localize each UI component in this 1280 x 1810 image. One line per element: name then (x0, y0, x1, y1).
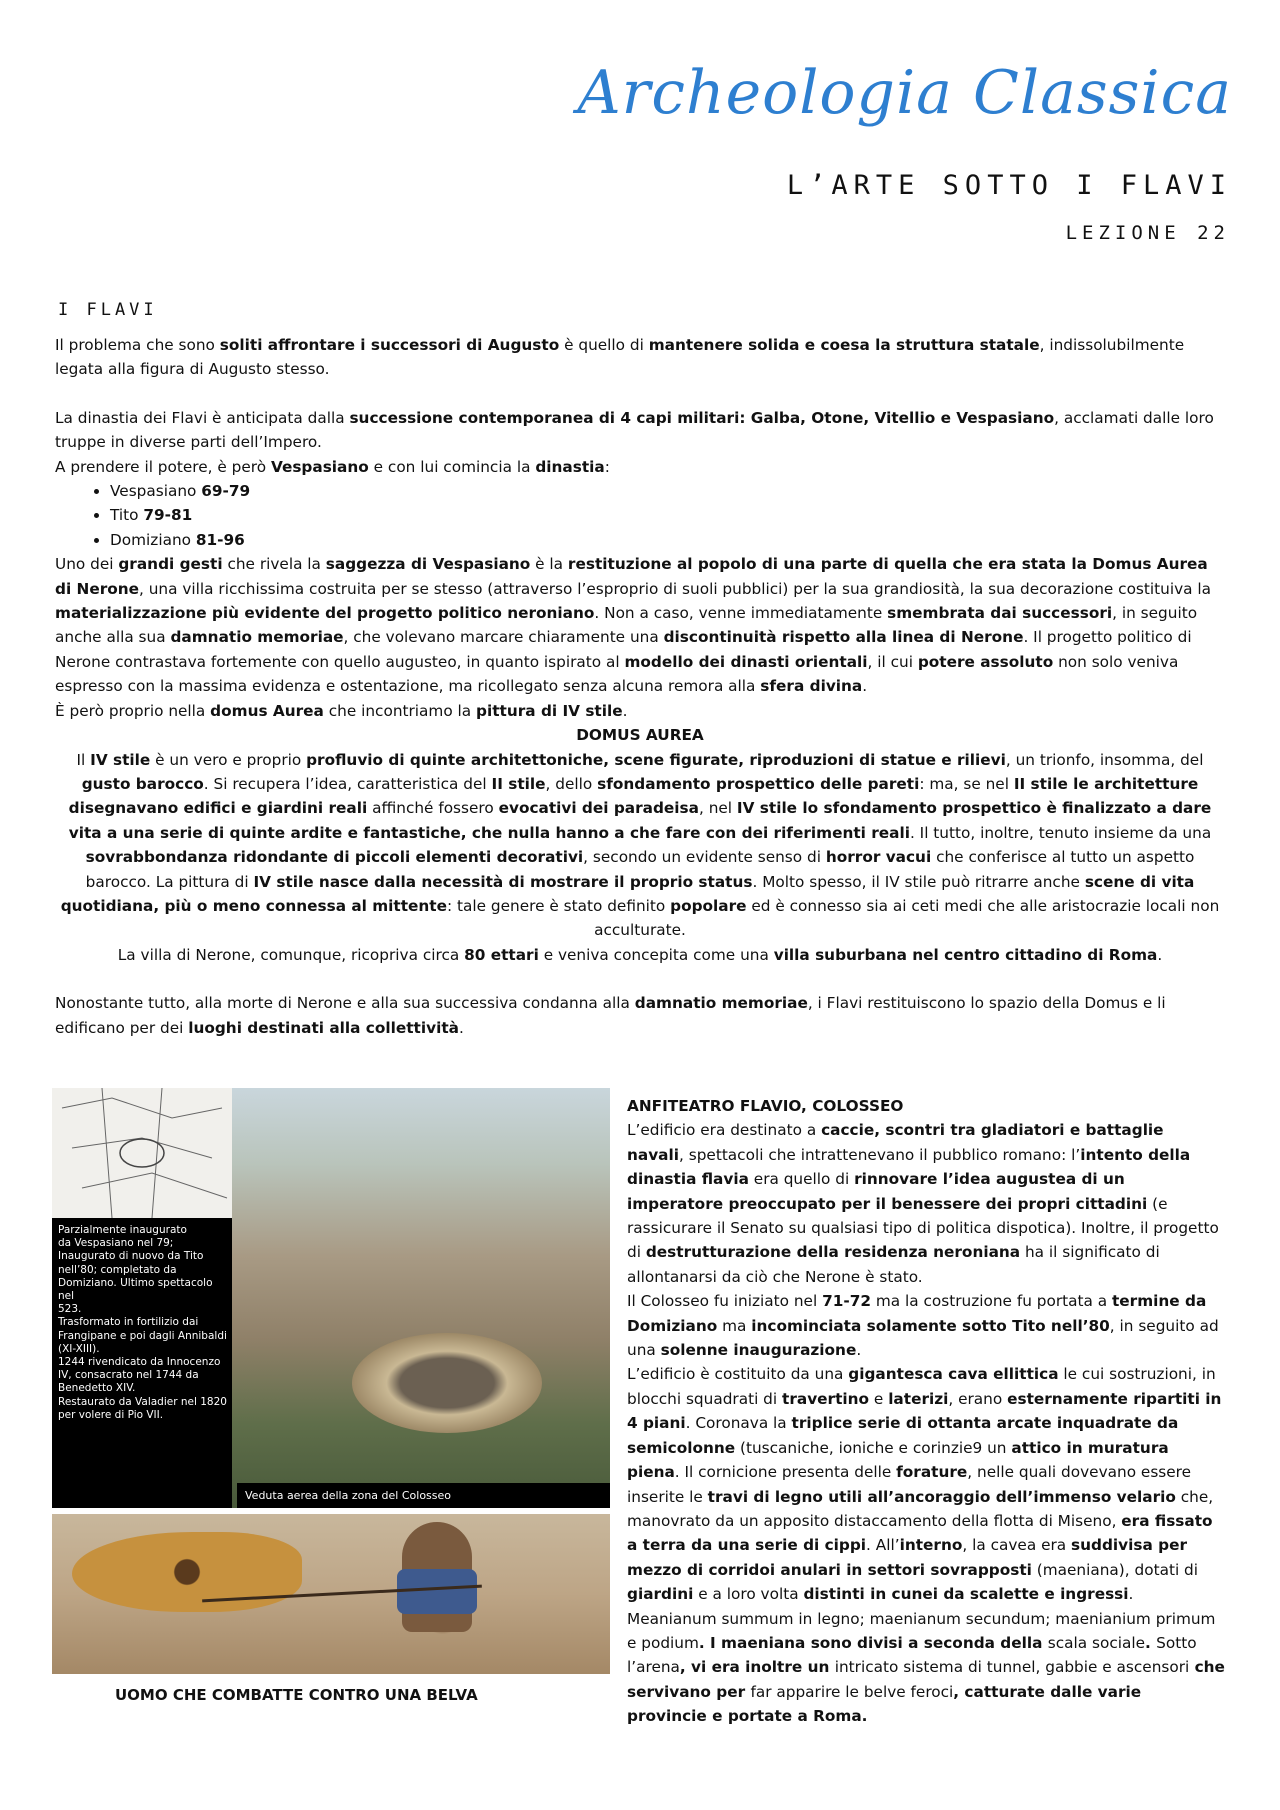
main-text (55, 333, 1225, 1040)
paragraph: L’edificio era destinato a caccie, scontri tra gladiatori e battaglie navali, spettacoli che intrattenevano il pubblico romano: l’intento della dinastia flavia era quello di rinnovare l’idea augustea di un imperatore preoccupato per il benessere dei propri cittadini (e rassicurare il Senato su qualsiasi tipo di politica dispotica). Inoltre, il progetto di destrutturazione della residenza neroniana ha il significato di allontanarsi da ciò che Nerone è stato. (627, 1121, 1219, 1286)
colosseum-shape (352, 1333, 542, 1433)
list-item: • Vespasiano 69-79 (110, 479, 1225, 503)
leopard-figure (72, 1532, 302, 1612)
domus-text-2: La villa di Nerone, comunque, ricopriva circa 80 ettari e veniva concepita come una villa suburbana nel centro cittadino di Roma. (117, 945, 1163, 964)
emperor-list (55, 479, 1225, 552)
paragraph: Il Colosseo fu iniziato nel 71-72 ma la costruzione fu portata a termine da Domiziano ma incominciata solamente sotto Tito nell’80, in seguito ad una solenne inaugurazione. (627, 1292, 1219, 1360)
aerial-caption: Veduta aerea della zona del Colosseo (237, 1483, 610, 1508)
list-item: • Tito 79-81 (110, 503, 1225, 527)
paragraph: L’edificio è costituito da una gigantesca cava ellittica le cui sostruzioni, in blocchi squadrati di travertino e laterizi, erano esternamente ripartiti in 4 piani. Coronava la triplice serie di ottanta arcate inquadrate da semicolonne (tuscaniche, ioniche e corinzie9 un attico in muratura piena. Il cornicione presenta delle forature, nelle quali dovevano essere inserite le travi di legno utili all’ancoraggio dell’immenso velario che, manovrato da un apposito distaccamento della flotta di Miseno, era fissato a terra da una serie di cippi. All’interno, la cavea era suddivisa per mezzo di corridoi anulari in settori sovrapposti (maeniana), dotati di giardini e a loro volta distinti in cunei da scalette e ingressi. (627, 1365, 1222, 1604)
mosaic-caption: UOMO CHE COMBATTE CONTRO UNA BELVA (115, 1686, 478, 1704)
paragraph: Il problema che sono soliti affrontare i successori di Augusto è quello di mantenere solida e coesa la struttura statale, indissolubilmente legata alla figura di Augusto stesso. (55, 336, 1185, 379)
lecture-subtitle: L’ARTE SOTTO I FLAVI (786, 170, 1232, 201)
domus-heading: DOMUS AUREA (576, 726, 704, 745)
paragraph: Meanianum summum in legno; maenianum secundum; maenianium primum e podium. I maeniana sono divisi a seconda della scala sociale. Sotto l’arena, vi era inoltre un intricato sistema di tunnel, gabbie e ascensori che servivano per far apparire le belve feroci, catturate dalle varie provincie e portate a Roma. (627, 1609, 1225, 1726)
paragraph: La dinastia dei Flavi è anticipata dalla successione contemporanea di 4 capi militari: Galba, Otone, Vitellio e Vespasiano, acclamati dalle loro truppe in diverse parti dell’Impero. (55, 408, 1214, 452)
paragraph: Nonostante tutto, alla morte di Nerone e alla sua successiva condanna alla damnatio memoriae, i Flavi restituiscono lo spazio della Domus e li edificano per dei luoghi destinati alla collettività. (55, 994, 1166, 1037)
colosseum-aerial-photo (52, 1088, 610, 1508)
lesson-number: LEZIONE 22 (1065, 222, 1230, 244)
colosseum-heading: ANFITEATRO FLAVIO, COLOSSEO (627, 1097, 904, 1115)
list-item: • Domiziano 81-96 (110, 528, 1225, 552)
mosaic-image (52, 1514, 610, 1674)
map-inset (52, 1088, 232, 1218)
paragraph: A prendere il potere, è però Vespasiano e con lui comincia la dinastia: (55, 457, 610, 476)
paragraph: Uno dei grandi gesti che rivela la saggezza di Vespasiano è la restituzione al popolo di una parte di quella che era stata la Domus Aurea di Nerone, una villa ricchissima costruita per se stesso (attraverso l’esproprio di suoli pubblici) per la sua grandiosità, la sua decorazione costituiva la materializzazione più evidente del progetto politico neroniano. Non a caso, venne immediatamente smembrata dai successori, in seguito anche alla sua damnatio memoriae, che volevano marcare chiaramente una discontinuità rispetto alla linea di Nerone. Il progetto politico di Nerone contrastava fortemente con quello augusteo, in quanto ispirato al modello dei dinasti orientali, il cui potere assoluto non solo veniva espresso con la massima evidenza e ostentazione, ma ricollegato senza alcuna remora alla sfera divina. (55, 555, 1212, 696)
domus-text: Il IV stile è un vero e proprio profluvio di quinte architettoniche, scene figurate, riproduzioni di statue e rilievi, un trionfo, insomma, del gusto barocco. Si recupera l’idea, caratteristica del II stile, dello sfondamento prospettico delle pareti: ma, se nel II stile le architetture disegnavano edifici e giardini reali affinché fossero evocativi dei paradeisa, nel IV stile lo sfondamento prospettico è finalizzato a dare vita a una serie di quinte ardite e fantastiche, che nulla hanno a che fare con dei riferimenti reali. Il tutto, inoltre, tenuto insieme da una sovrabbondanza ridondante di piccoli elementi decorativi, secondo un evidente senso di horror vacui che conferisce al tutto un aspetto barocco. La pittura di IV stile nasce dalla necessità di mostrare il proprio status. Molto spesso, il IV stile può ritrarre anche scene di vita quotidiana, più o meno connessa al mittente: tale genere è stato definito popolare ed è connesso sia ai ceti medi che alle aristocrazie locali non acculturate. (60, 750, 1220, 940)
hunter-tunic (397, 1569, 477, 1614)
history-caption: Parzialmente inaugurato da Vespasiano nel 79; Inaugurato di nuovo da Tito nell’80; completato da Domiziano. Ultimo spettacolo nel 523. Trasformato in fortilizio dai Frangipane e poi dagli Annibaldi (XI-XIII). 1244 rivendicato da Innocenzo IV, consacrato nel 1744 da Benedetto XIV. Restaurato da Valadier nel 1820 per volere di Pio VII. (52, 1218, 232, 1508)
script-title: Archeologia Classica (577, 58, 1232, 128)
paragraph: È però proprio nella domus Aurea che incontriamo la pittura di IV stile. (55, 701, 628, 720)
colosseum-text (627, 1094, 1225, 1729)
section-heading: I FLAVI (58, 300, 158, 320)
